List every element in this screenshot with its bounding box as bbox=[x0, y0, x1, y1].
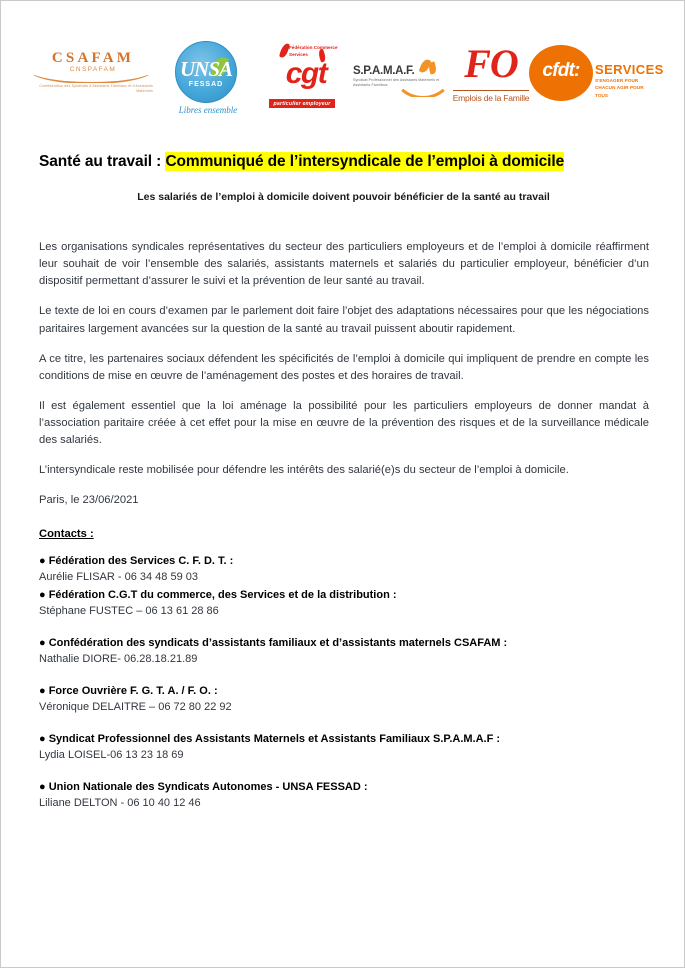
dateline: Paris, le 23/06/2021 bbox=[39, 493, 139, 506]
page-title bbox=[39, 153, 649, 171]
contact-person: Nathalie DIORE- 06.28.18.21.89 bbox=[39, 653, 198, 666]
contact-person: Lydia LOISEL-06 13 23 18 69 bbox=[39, 748, 184, 761]
fo-tagline: Emplois de la Famille bbox=[452, 93, 530, 103]
title-highlighted: Communiqué de l’intersyndicale de l’emploi à domicile bbox=[165, 153, 565, 170]
unsa-wordmark: UNSA bbox=[179, 57, 233, 81]
cgt-federation-label: Fédération Commerce Services bbox=[289, 45, 338, 57]
logo-cfdt-services bbox=[529, 45, 664, 107]
unsa-tagline: Libres ensemble bbox=[178, 105, 238, 115]
csafam-subtitle: CNSPAFAM bbox=[69, 66, 117, 73]
contact-organisation: ● Fédération des Services C. F. D. T. : bbox=[39, 555, 234, 568]
logo-cgt bbox=[267, 41, 339, 115]
document-body bbox=[39, 239, 649, 814]
cfdt-services-label: SERVICES bbox=[595, 62, 664, 77]
contact-person: Liliane DELTON - 06 10 40 12 46 bbox=[39, 796, 201, 809]
contact-organisation: ● Syndicat Professionnel des Assistants Maternels et Assistants Familiaux S.P.A.M.A.F : bbox=[39, 732, 501, 745]
contact-entry bbox=[39, 588, 649, 620]
union-logos-band bbox=[1, 39, 685, 117]
unsa-federation-label: FESSAD bbox=[188, 81, 224, 88]
fo-divider bbox=[453, 90, 529, 91]
contact-person: Stéphane FUSTEC – 06 13 61 28 86 bbox=[39, 605, 219, 618]
body-paragraph: L’intersyndicale reste mobilisée pour défendre les intérêts des salarié(e)s du secteur de l’emploi à domicile. bbox=[39, 464, 569, 477]
page-subtitle: Les salariés de l’emploi à domicile doivent pouvoir bénéficier de la santé au travail bbox=[137, 191, 550, 203]
contact-organisation: ● Fédération C.G.T du commerce, des Services et de la distribution : bbox=[39, 589, 397, 602]
contact-organisation: ● Confédération des syndicats d’assistants familiaux et d’assistants maternels CSAFAM : bbox=[39, 637, 508, 650]
logo-spamaf bbox=[353, 57, 451, 105]
logo-csafam bbox=[29, 51, 157, 94]
contact-entry bbox=[39, 780, 649, 812]
spamaf-wordmark: S.P.A.M.A.F. bbox=[353, 65, 415, 77]
contacts-heading: Contacts : bbox=[39, 528, 94, 541]
csafam-fineprint: Confédération des Syndicats d'Assistants Familiaux et d'Assistants Maternels bbox=[39, 83, 153, 93]
csafam-swoosh-icon bbox=[29, 75, 153, 83]
contact-entry bbox=[39, 684, 649, 716]
cfdt-tagline: S'ENGAGER POUR CHACUN AGIR POUR TOUS bbox=[595, 78, 644, 98]
fo-wordmark: FO bbox=[464, 41, 518, 86]
contact-organisation: ● Force Ouvrière F. G. T. A. / F. O. : bbox=[39, 684, 218, 697]
csafam-wordmark: CSAFAM bbox=[51, 50, 135, 66]
body-paragraph: Il est également essentiel que la loi aménage la possibilité pour les particuliers employeurs de donner mandat à l’association paritaire créée à cet effet pour la mise en œuvre de la prévention des risques et de la surveillance médicale des salariés. bbox=[39, 399, 649, 447]
logo-unsa-fessad bbox=[167, 39, 249, 117]
contact-entry bbox=[39, 636, 649, 668]
contact-person: Véronique DELAITRE – 06 72 80 22 92 bbox=[39, 700, 232, 713]
spamaf-subtitle: Syndicat Professionnel des Assistants Maternels et Assistants Familiaux bbox=[353, 78, 440, 88]
cgt-banner-label: particulier employeur bbox=[269, 99, 335, 108]
contact-entry bbox=[39, 554, 649, 586]
body-paragraph: Le texte de loi en cours d’examen par le parlement doit faire l’objet des adaptations nécessaires pour que les négociations paritaires largement avancées sur la question de la santé au travail puissent aboutir rapidement. bbox=[39, 305, 649, 335]
body-paragraph: Les organisations syndicales représentatives du secteur des particuliers employeurs et de l’emploi à domicile réaffirment leur souhait de voir l’ensemble des salariés, assistants maternels et salariés du particulier employeur, bénéficier d’un dispositif permettant d’assurer le suivi et la prévention de leur santé au travail. bbox=[39, 241, 649, 288]
contact-entry bbox=[39, 732, 649, 764]
cgt-wordmark: cgt bbox=[285, 57, 327, 90]
cfdt-wordmark: cfdt: bbox=[542, 60, 580, 81]
logo-force-ouvriere bbox=[451, 43, 531, 113]
body-paragraph: A ce titre, les partenaires sociaux défendent les spécificités de l’emploi à domicile qui impliquent de prendre en compte les conditions de mise en œuvre de l’aménagement des postes et des horaires de travail. bbox=[39, 352, 649, 382]
contact-person: Aurélie FLISAR - 06 34 48 59 03 bbox=[39, 571, 198, 584]
contact-organisation: ● Union Nationale des Syndicats Autonomes - UNSA FESSAD : bbox=[39, 780, 368, 793]
title-prefix: Santé au travail : bbox=[39, 153, 166, 170]
